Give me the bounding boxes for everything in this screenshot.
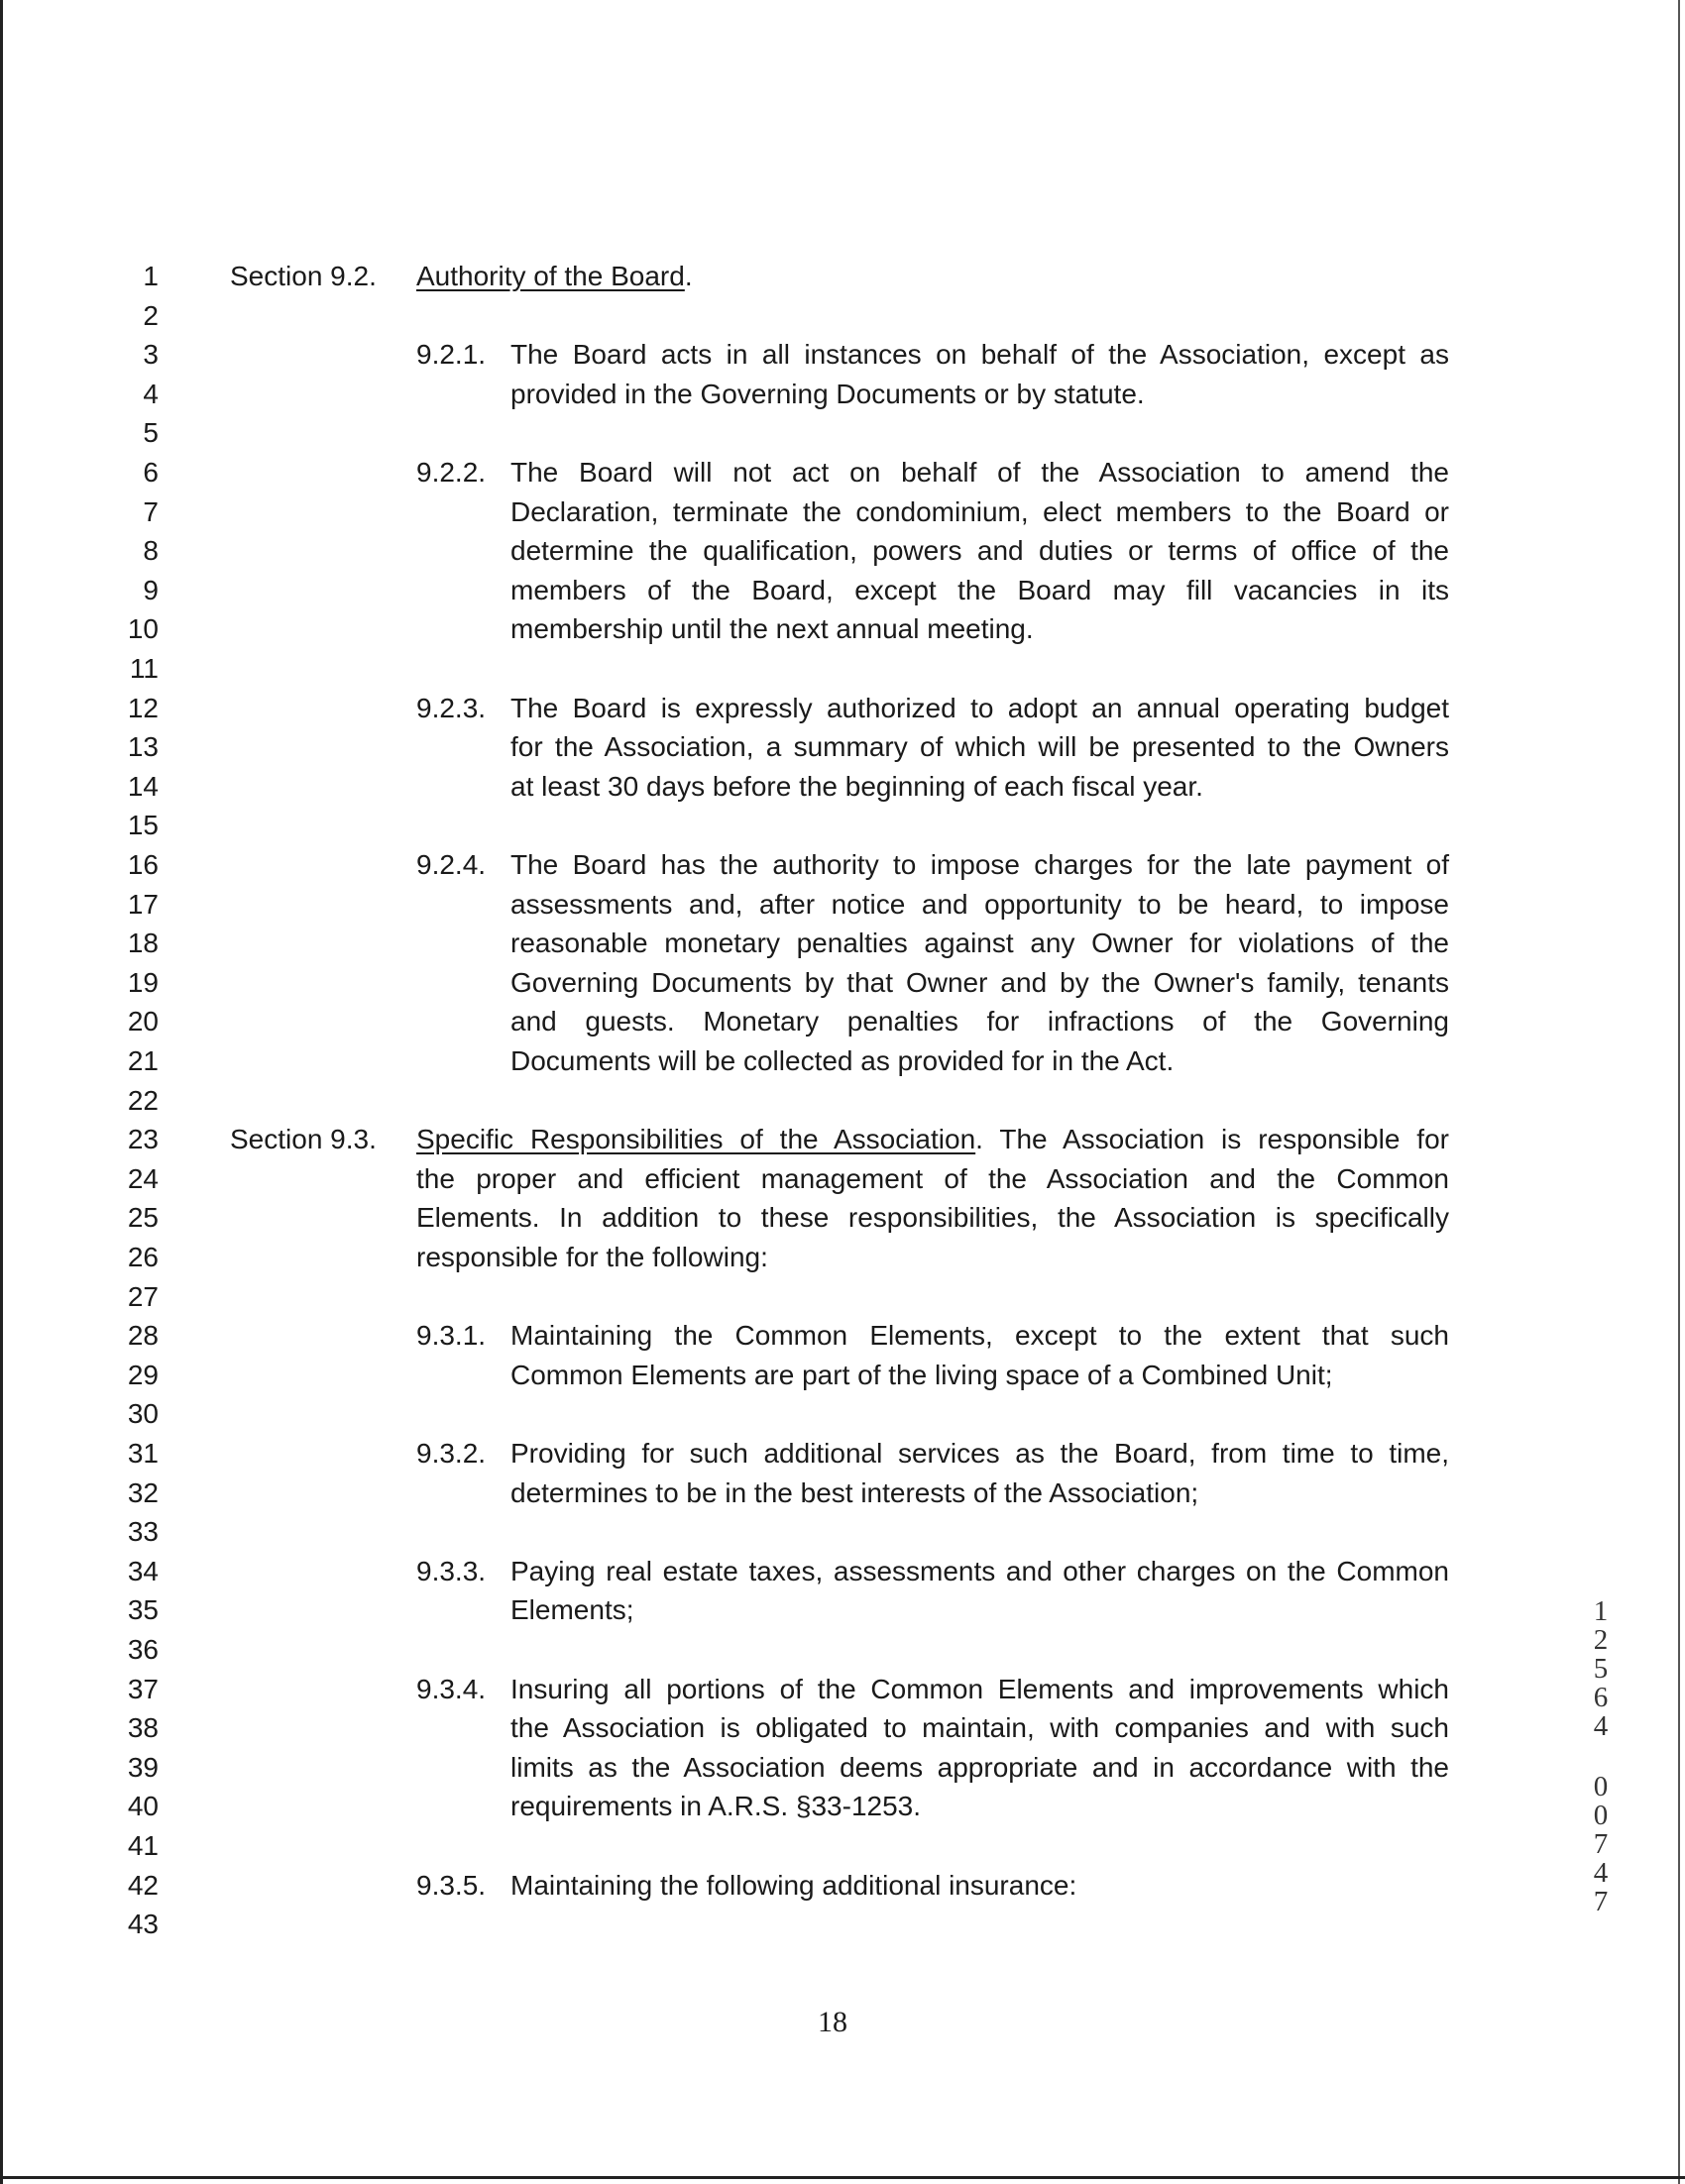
line-number: 10	[127, 613, 159, 644]
recording-number-stamp	[1586, 1597, 1616, 1916]
line-number: 27	[127, 1281, 159, 1312]
line-number: 39	[127, 1752, 159, 1783]
line-number: 5	[143, 417, 159, 448]
line-number: 4	[143, 379, 159, 409]
line-number: 6	[143, 457, 159, 488]
subsection-number: 9.3.4.	[416, 1674, 487, 1704]
line-number: 7	[143, 496, 159, 527]
subsection-text-line: The Board will not act on behalf of the Association to amend the	[510, 457, 1449, 488]
line-number: 33	[127, 1516, 159, 1547]
subsection-number: 9.3.1.	[416, 1320, 487, 1351]
line-number: 22	[127, 1085, 159, 1116]
line-number: 36	[127, 1634, 159, 1665]
line-number: 31	[127, 1438, 159, 1469]
subsection-text-line: The Board acts in all instances on behalf of the Association, except as	[510, 339, 1449, 370]
stamp-digit: 7	[1593, 1886, 1609, 1917]
line-number: 17	[127, 889, 159, 920]
subsection-text-line: Providing for such additional services as the Board, from time to time,	[510, 1438, 1449, 1469]
subsection-text-line: Paying real estate taxes, assessments and other charges on the Common	[510, 1556, 1449, 1586]
line-number: 20	[127, 1006, 159, 1037]
line-number: 18	[127, 928, 159, 958]
line-number: 34	[127, 1556, 159, 1586]
stamp-digit: 2	[1593, 1624, 1609, 1656]
line-number: 35	[127, 1594, 159, 1625]
stamp-gap	[1586, 1741, 1616, 1773]
line-number: 30	[127, 1398, 159, 1429]
subsection-text-line: Declaration, terminate the condominium, elect members to the Board or	[510, 496, 1449, 527]
subsection-text-line: membership until the next annual meeting.	[510, 613, 1034, 644]
subsection-text-line: The Board has the authority to impose charges for the late payment of	[510, 849, 1449, 880]
stamp-digit: 0	[1593, 1771, 1609, 1802]
section-heading-punctuation: .	[684, 261, 693, 291]
subsection-number: 9.2.2.	[416, 457, 487, 488]
subsection-text-line: limits as the Association deems appropriate and in accordance with the	[510, 1752, 1449, 1783]
stamp-digit: 7	[1593, 1828, 1609, 1860]
line-number: 16	[127, 849, 159, 880]
subsection-number: 9.2.1.	[416, 339, 487, 370]
section-heading: Specific Responsibilities of the Association	[416, 1124, 976, 1154]
section-text-line: responsible for the following:	[416, 1242, 768, 1272]
subsection-text-line: The Board is expressly authorized to adopt an annual operating budget	[510, 693, 1449, 723]
section-text-line: the proper and efficient management of the Association and the Common	[416, 1163, 1449, 1194]
subsection-text-line: reasonable monetary penalties against any Owner for violations of the	[510, 928, 1449, 958]
stamp-digit: 6	[1593, 1682, 1609, 1713]
subsection-number: 9.3.2.	[416, 1438, 487, 1469]
subsection-text-line: Common Elements are part of the living space of a Combined Unit;	[510, 1360, 1333, 1390]
line-number: 26	[127, 1242, 159, 1272]
section-heading-line	[416, 262, 693, 291]
subsection-number: 9.2.4.	[416, 849, 487, 880]
line-number: 14	[127, 771, 159, 802]
section-text: . The Association is responsible for	[975, 1124, 1449, 1154]
stamp-digit: 0	[1593, 1800, 1609, 1831]
subsection-text-line: requirements in A.R.S. §33-1253.	[510, 1791, 922, 1821]
stamp-digit: 4	[1593, 1857, 1609, 1889]
subsection-text-line: Insuring all portions of the Common Elements and improvements which	[510, 1674, 1449, 1704]
subsection-text-line: Governing Documents by that Owner and by the Owner's family, tenants	[510, 967, 1449, 998]
subsection-text-line: provided in the Governing Documents or by statute.	[510, 379, 1145, 409]
line-number: 13	[127, 731, 159, 762]
line-number: 24	[127, 1163, 159, 1194]
subsection-text-line: at least 30 days before the beginning of each fiscal year.	[510, 771, 1203, 802]
subsection-text-line: Maintaining the Common Elements, except to the extent that such	[510, 1320, 1449, 1351]
line-number: 43	[127, 1909, 159, 1939]
line-number: 12	[127, 693, 159, 723]
subsection-text-line: for the Association, a summary of which will be presented to the Owners	[510, 731, 1449, 762]
line-number: 15	[127, 810, 159, 840]
subsection-text-line: determines to be in the best interests of the Association;	[510, 1477, 1199, 1508]
line-number: 32	[127, 1477, 159, 1508]
subsection-number: 9.3.5.	[416, 1870, 487, 1901]
line-number: 42	[127, 1870, 159, 1901]
line-number: 29	[127, 1360, 159, 1390]
section-heading-line	[416, 1125, 1449, 1154]
section-text-line: Elements. In addition to these responsibilities, the Association is specifically	[416, 1202, 1449, 1233]
section-label: Section 9.3.	[230, 1124, 377, 1154]
line-number: 3	[143, 339, 159, 370]
section-label: Section 9.2.	[230, 261, 377, 291]
subsection-text-line: Maintaining the following additional insurance:	[510, 1870, 1077, 1901]
line-number: 19	[127, 967, 159, 998]
subsection-text-line: members of the Board, except the Board may fill vacancies in its	[510, 575, 1449, 605]
line-number: 8	[143, 535, 159, 566]
stamp-digit: 1	[1593, 1595, 1609, 1627]
page-number: 18	[818, 2006, 847, 2038]
line-number: 11	[129, 653, 159, 684]
subsection-text-line: assessments and, after notice and opportunity to be heard, to impose	[510, 889, 1449, 920]
subsection-number: 9.3.3.	[416, 1556, 487, 1586]
line-number: 1	[143, 261, 159, 291]
subsection-text-line: Documents will be collected as provided for in the Act.	[510, 1045, 1175, 1076]
line-number: 40	[127, 1791, 159, 1821]
subsection-text-line: determine the qualification, powers and duties or terms of office of the	[510, 535, 1449, 566]
subsection-text-line: the Association is obligated to maintain, with companies and with such	[510, 1712, 1449, 1743]
subsection-text-line: and guests. Monetary penalties for infractions of the Governing	[510, 1006, 1449, 1037]
line-number: 37	[127, 1674, 159, 1704]
line-number: 21	[127, 1045, 159, 1076]
line-number: 25	[127, 1202, 159, 1233]
subsection-text-line: Elements;	[510, 1594, 634, 1625]
line-number: 9	[143, 575, 159, 605]
line-number: 41	[127, 1830, 159, 1861]
line-number: 2	[143, 300, 159, 331]
line-number: 23	[127, 1124, 159, 1154]
section-heading: Authority of the Board	[416, 261, 685, 291]
stamp-digit: 4	[1593, 1710, 1609, 1742]
subsection-number: 9.2.3.	[416, 693, 487, 723]
stamp-digit: 5	[1593, 1653, 1609, 1685]
line-number: 38	[127, 1712, 159, 1743]
line-number: 28	[127, 1320, 159, 1351]
